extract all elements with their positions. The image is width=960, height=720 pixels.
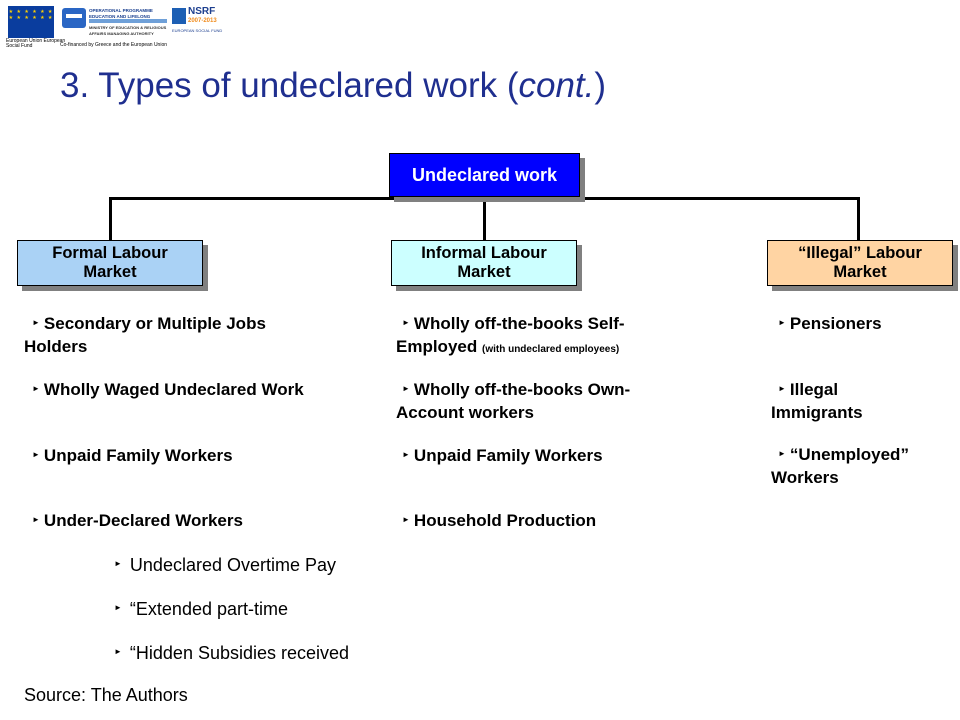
item-line1: Wholly Waged Undeclared Work — [43, 380, 304, 399]
op-text: OPERATIONAL PROGRAMME EDUCATION AND LIFELONG — [89, 8, 153, 19]
cofinanced-text: Co-financed by Greece and the European Union — [60, 42, 168, 48]
title-italic: cont. — [518, 66, 595, 105]
header-logos — [4, 2, 224, 50]
triangle-bullet-icon: ► — [402, 449, 410, 459]
connector-formal — [109, 197, 112, 240]
sub-item-label: Undeclared Overtime Pay — [129, 555, 337, 575]
item-note: (with undeclared employees) — [481, 343, 620, 355]
illegal-market-box — [767, 240, 953, 286]
triangle-bullet-icon: ► — [32, 449, 40, 459]
informal-heading-line2: Market — [457, 263, 511, 281]
slide-title — [60, 66, 606, 106]
connector-illegal — [857, 197, 860, 240]
formal-heading-line1: Formal Labour — [52, 244, 168, 262]
sub-list-item — [114, 642, 349, 665]
op-subtext: MINISTRY OF EDUCATION & RELIGIOUS AFFAIRS MANAGING AUTHORITY — [89, 25, 167, 36]
formal-heading-line2: Market — [83, 263, 137, 281]
triangle-bullet-icon: ► — [114, 603, 122, 613]
sub-list-item — [114, 554, 336, 577]
list-item — [771, 379, 863, 424]
list-item — [32, 445, 233, 468]
connector-root-down — [483, 197, 486, 240]
formal-market-box — [17, 240, 203, 286]
source-note: Source: The Authors — [24, 685, 188, 705]
list-item — [24, 313, 266, 358]
title-end: ) — [594, 66, 607, 105]
informal-market-box — [391, 240, 577, 286]
item-line1: Under-Declared Workers — [43, 511, 243, 530]
root-label: Undeclared work — [411, 164, 558, 185]
item-line2: Immigrants — [771, 402, 863, 422]
item-line2: Employed — [396, 336, 478, 356]
item-line2: Account workers — [396, 402, 534, 422]
op-book-icon — [62, 8, 86, 28]
item-line1: Household Production — [413, 511, 597, 530]
list-item — [32, 510, 243, 533]
eu-caption: European Union European Social Fund — [6, 38, 66, 49]
triangle-bullet-icon: ► — [114, 559, 122, 569]
list-item — [396, 313, 625, 361]
triangle-bullet-icon: ► — [32, 514, 40, 524]
item-line1: Secondary or Multiple Jobs — [43, 314, 266, 333]
triangle-bullet-icon: ► — [778, 383, 786, 393]
item-line2: Holders — [24, 336, 88, 356]
sub-list-item — [114, 598, 288, 621]
list-item — [32, 379, 304, 402]
sub-item-label: “Extended part-time — [129, 599, 288, 619]
item-line1: Pensioners — [789, 314, 882, 333]
triangle-bullet-icon: ► — [32, 383, 40, 393]
item-line1: Unpaid Family Workers — [43, 446, 233, 465]
list-item — [402, 445, 603, 468]
eu-flag-logo — [8, 6, 54, 38]
item-line1: “Unemployed” — [789, 445, 909, 464]
nsrf-square-icon — [172, 8, 186, 24]
sub-item-label: “Hidden Subsidies received — [129, 643, 350, 663]
nsrf-caption: EUROPEAN SOCIAL FUND — [172, 28, 223, 33]
item-line1: Wholly off-the-books Self- — [413, 314, 625, 333]
list-item — [778, 313, 882, 336]
nsrf-years: 2007-2013 — [188, 18, 217, 24]
triangle-bullet-icon: ► — [402, 383, 410, 393]
triangle-bullet-icon: ► — [402, 317, 410, 327]
item-line1: Unpaid Family Workers — [413, 446, 603, 465]
item-line1: Illegal — [789, 380, 839, 399]
nsrf-label: NSRF — [188, 6, 216, 17]
op-bar — [89, 19, 167, 23]
list-item — [396, 379, 630, 424]
list-item — [771, 444, 909, 489]
illegal-heading-line1: “Illegal” Labour — [798, 244, 922, 262]
triangle-bullet-icon: ► — [114, 647, 122, 657]
root-box — [389, 153, 580, 197]
illegal-heading-line2: Market — [833, 263, 887, 281]
triangle-bullet-icon: ► — [778, 448, 786, 458]
item-line2: Workers — [771, 467, 839, 487]
triangle-bullet-icon: ► — [402, 514, 410, 524]
nsrf-logo — [172, 4, 222, 36]
item-line1: Wholly off-the-books Own- — [413, 380, 631, 399]
list-item — [402, 510, 596, 533]
title-main: 3. Types of undeclared work ( — [60, 66, 519, 105]
op-logo — [62, 8, 166, 38]
informal-heading-line1: Informal Labour — [421, 244, 547, 262]
triangle-bullet-icon: ► — [778, 317, 786, 327]
eu-stars: ★ ★ ★ ★ ★ ★ ★ ★ ★ ★ ★ ★ — [8, 9, 54, 21]
triangle-bullet-icon: ► — [32, 317, 40, 327]
